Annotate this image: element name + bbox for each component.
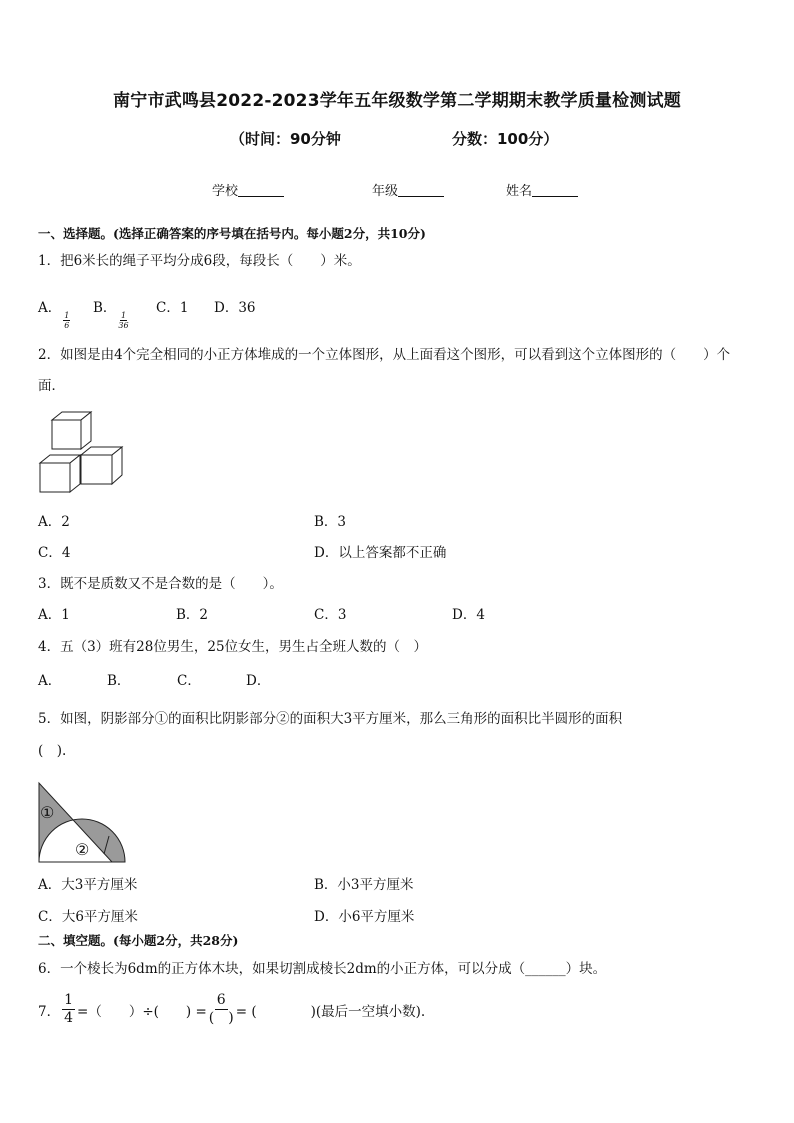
q2-option-d: D．以上答案都不正确 bbox=[314, 545, 447, 561]
q3-option-c: C．3 bbox=[314, 607, 347, 623]
q1-option-a: A． $\frac{1}{6}$ bbox=[38, 300, 70, 330]
q4-option-d: D． bbox=[246, 673, 271, 689]
question-6: 6．一个棱长为6dm的正方体木块，如果切割成棱长2dm的小正方体，可以分成（______）块。 bbox=[38, 961, 607, 977]
grade-blank bbox=[398, 183, 444, 197]
q1-option-d: D．36 bbox=[214, 300, 256, 316]
q1-option-b: B． $\frac{1}{36}$ bbox=[93, 300, 129, 330]
q5-option-d: D．小6平方厘米 bbox=[314, 909, 415, 925]
name-field bbox=[506, 180, 578, 199]
q4-option-a: A． bbox=[38, 673, 62, 689]
q7-middle: =（ ）÷( ) = bbox=[77, 1003, 207, 1020]
question-3: 3．既不是质数又不是合数的是（ ）。 bbox=[38, 576, 283, 592]
q4-option-c: C． bbox=[177, 673, 201, 689]
question-7 bbox=[38, 992, 425, 1027]
q3-option-b: B．2 bbox=[176, 607, 209, 623]
q2-option-c: C．4 bbox=[38, 545, 71, 561]
question-2-line-2: 面． bbox=[38, 378, 65, 394]
q1-option-c: C．1 bbox=[156, 300, 189, 316]
school-label: 学校 bbox=[212, 184, 239, 199]
q7-fraction-1: $\frac{1}{4}$ bbox=[64, 992, 74, 1026]
question-5-line-1: 5．如图，阴影部分①的面积比阴影部分②的面积大3平方厘米，那么三角形的面积比半圆形的面积 bbox=[38, 711, 623, 727]
question-5-line-2: ( ). bbox=[38, 743, 67, 759]
exam-score: 分数：100分） bbox=[452, 130, 559, 148]
page-title: 南宁市武鸣县2022-2023学年五年级数学第二学期期末教学质量检测试题 bbox=[113, 91, 681, 111]
name-blank bbox=[532, 183, 578, 197]
q1-option-b-fraction: $\frac{1}{36}$ bbox=[118, 311, 129, 330]
region-1-label: ① bbox=[40, 803, 55, 822]
q3-option-d: D．4 bbox=[452, 607, 485, 623]
grade-field bbox=[372, 180, 444, 199]
region-2-label: ② bbox=[75, 840, 90, 859]
grade-label: 年级 bbox=[372, 184, 399, 199]
question-2-line-1: 2．如图是由4个完全相同的小正方体堆成的一个立体图形，从上面看这个图形，可以看到这个立体图形的（ ）个 bbox=[38, 347, 731, 363]
q2-option-a: A．2 bbox=[38, 514, 70, 530]
q3-option-a: A．1 bbox=[38, 607, 70, 623]
q5-option-b: B．小3平方厘米 bbox=[314, 877, 414, 893]
question-4: 4．五（3）班有28位男生，25位女生，男生占全班人数的（ ） bbox=[38, 639, 428, 655]
name-label: 姓名 bbox=[506, 184, 533, 199]
q5-option-a: A．大3平方厘米 bbox=[38, 877, 138, 893]
q2-option-b: B．3 bbox=[314, 514, 347, 530]
q4-option-b: B． bbox=[107, 673, 131, 689]
exam-time: （时间：90分钟 bbox=[230, 130, 341, 148]
school-field bbox=[212, 180, 284, 199]
q7-fraction-2: $\frac{6}{( )}$ bbox=[208, 992, 234, 1026]
question-1: 1．把6米长的绳子平均分成6段，每段长（ ）米。 bbox=[38, 253, 361, 269]
q7-tail: = ( )(最后一空填小数). bbox=[235, 1003, 426, 1020]
q7-label: 7． bbox=[38, 1003, 61, 1020]
cubes-figure bbox=[38, 408, 128, 496]
q1-option-a-fraction: $\frac{1}{6}$ bbox=[64, 311, 70, 330]
q5-option-c: C．大6平方厘米 bbox=[38, 909, 138, 925]
section-2-title: 二、填空题。(每小题2分，共28分) bbox=[38, 933, 239, 948]
school-blank bbox=[238, 183, 284, 197]
section-1-title: 一、选择题。(选择正确答案的序号填在括号内。每小题2分，共10分) bbox=[38, 226, 426, 241]
